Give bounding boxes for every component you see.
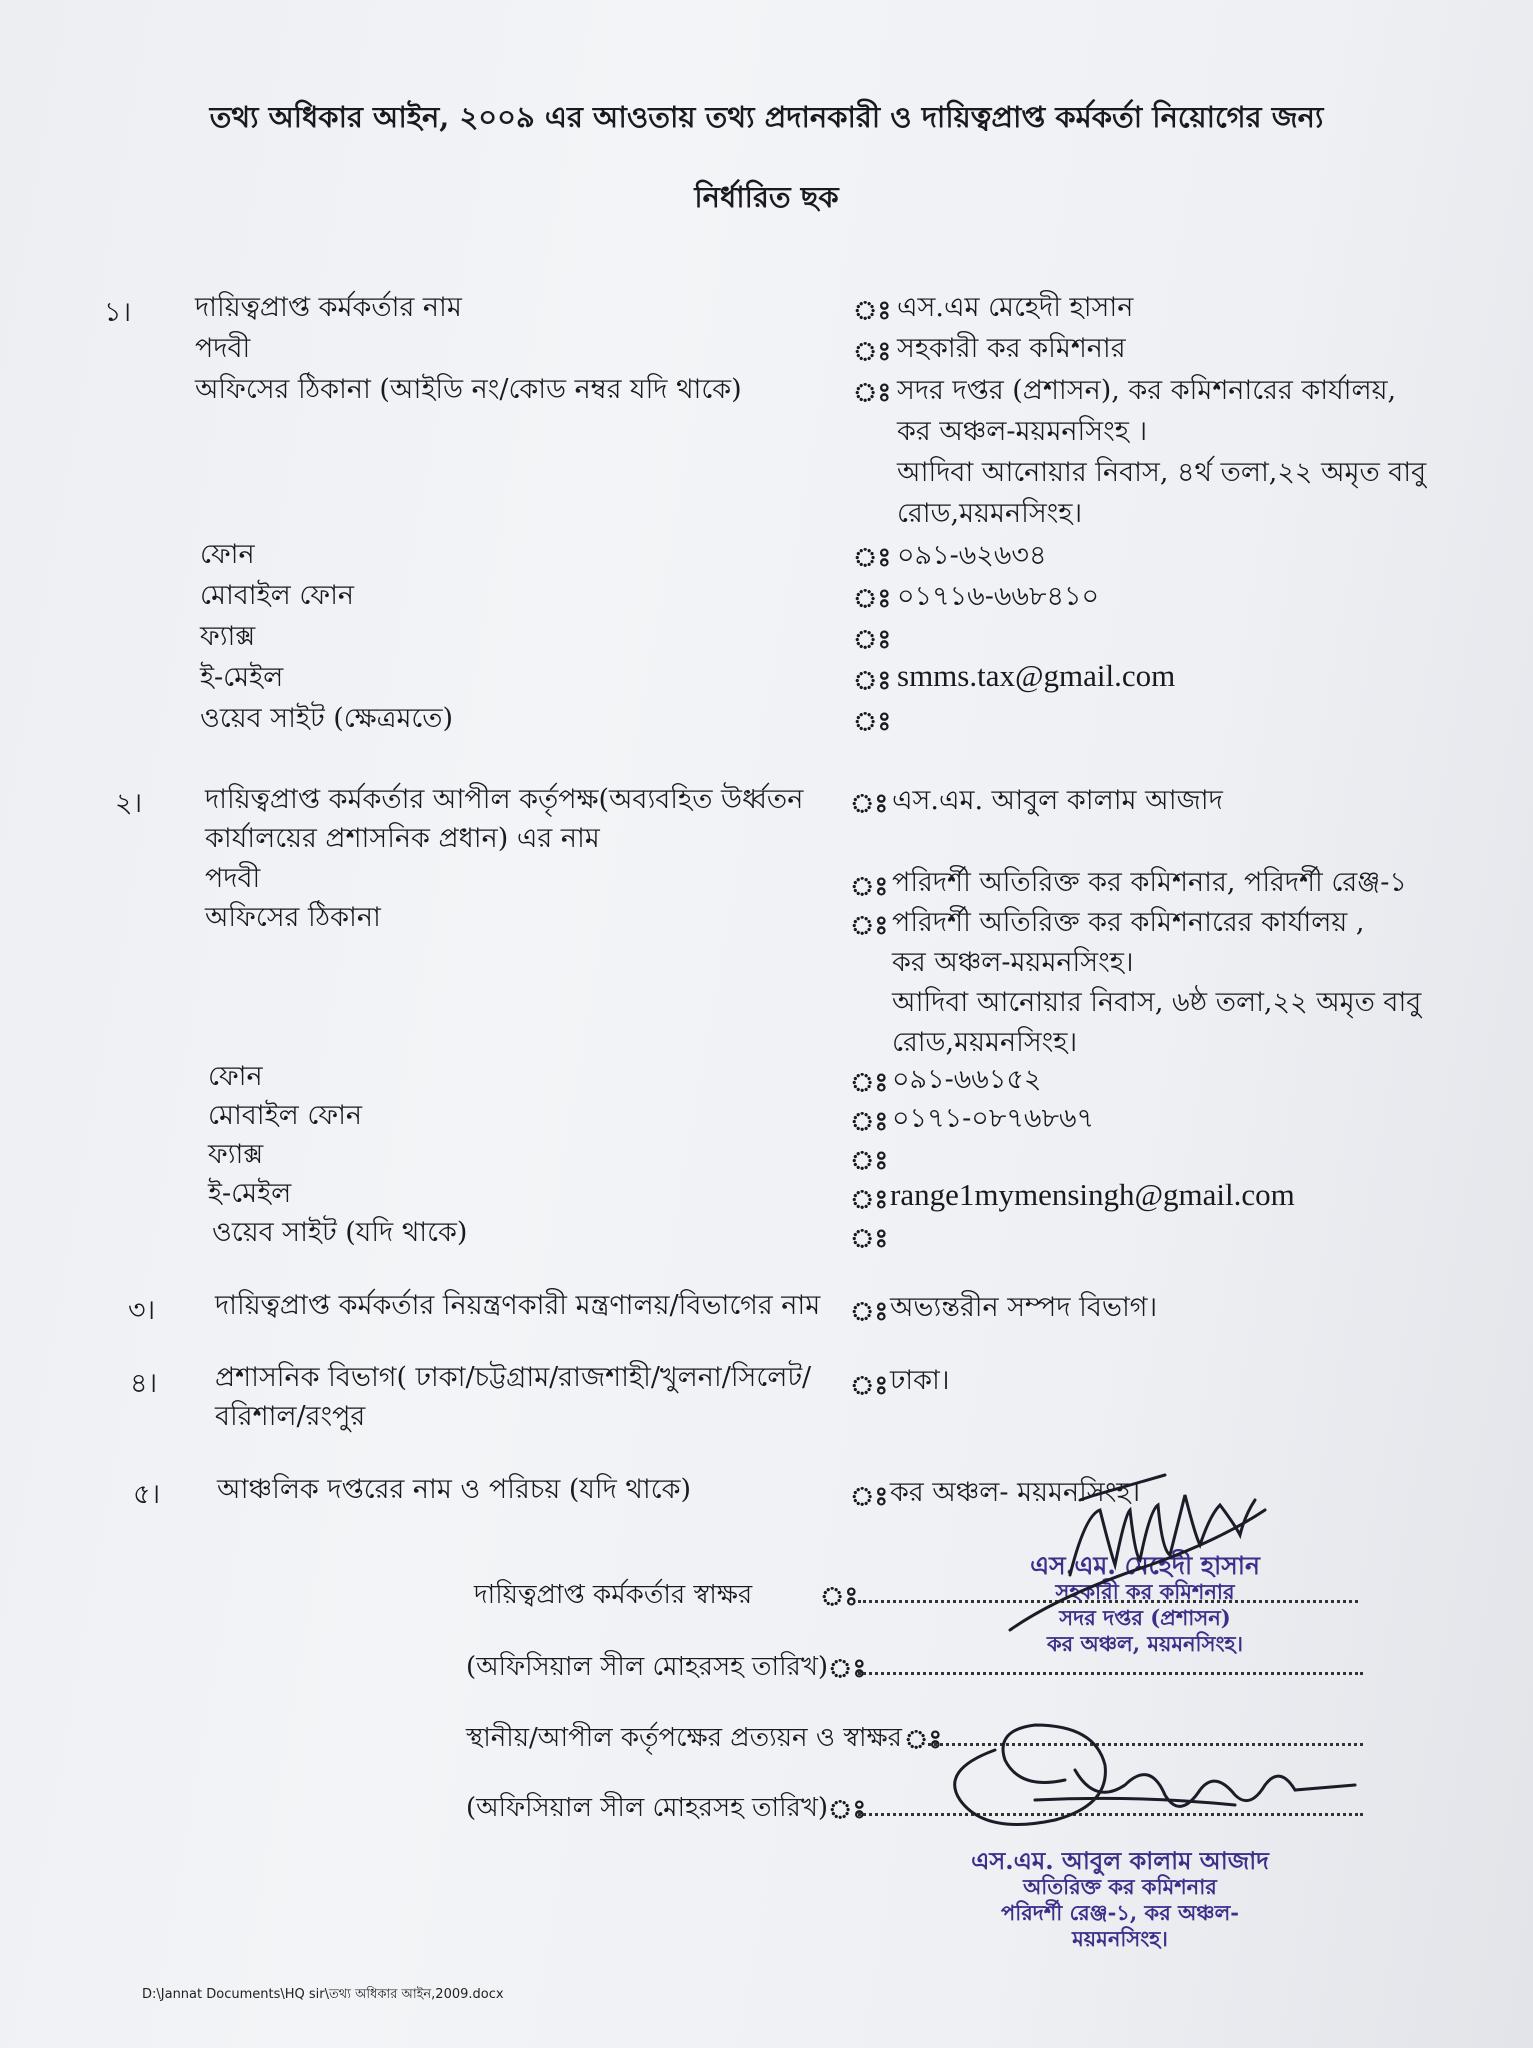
field-label: পদবী: [205, 863, 261, 894]
field-value: ০৯১-৬৬১৫২: [892, 1064, 1042, 1095]
field-value: ০৯১-৬২৬৩৪: [897, 540, 1047, 571]
field-label: ই-মেইল: [208, 1178, 292, 1209]
field-value: সহকারী কর কমিশনার: [897, 333, 1126, 364]
seal-date-label: (অফিসিয়াল সীল মোহরসহ তারিখ): [466, 1652, 829, 1682]
section-number: ৩।: [128, 1295, 156, 1326]
separator: ঃ: [853, 378, 892, 408]
field-value: পরিদর্শী অতিরিক্ত কর কমিশনার, পরিদর্শী রেঞ্জ-১: [892, 867, 1407, 898]
separator: ঃ: [850, 1482, 889, 1512]
field-label: ওয়েব সাইট (ক্ষেত্রমতে): [200, 703, 454, 734]
separator: ঃ: [904, 1725, 943, 1755]
section-number: ২।: [115, 788, 143, 819]
separator: ঃ: [853, 666, 892, 696]
separator: ঃ: [850, 1146, 889, 1176]
address-line: রোড,ময়মনসিংহ।: [892, 1027, 1078, 1058]
field-value: এস.এম. আবুল কালাম আজাদ: [892, 785, 1223, 816]
field-value: ০১৭১৬-৬৬৮৪১০: [897, 581, 1100, 612]
separator: ঃ: [828, 1795, 867, 1825]
email-value: range1mymensingh@gmail.com: [890, 1177, 1295, 1212]
file-path-footer: D:\Jannat Documents\HQ sir\তথ্য অধিকার আইন,2009.docx: [142, 1987, 504, 2002]
document-subtitle: নির্ধারিত ছক: [694, 180, 839, 214]
signature-line: [858, 1670, 1363, 1675]
appeal-signature-label: স্থানীয়/আপীল কর্তৃপক্ষের প্রত্যয়ন ও স্বাক্ষর: [466, 1723, 902, 1753]
separator: ঃ: [853, 584, 892, 614]
field-label: মোবাইল ফোন: [200, 580, 355, 611]
separator: ঃ: [850, 911, 889, 941]
separator: ঃ: [853, 296, 892, 326]
appeal-seal-stamp: [955, 1848, 1285, 1952]
field-label: অফিসের ঠিকানা: [205, 902, 381, 933]
field-label: ফ্যাক্স: [208, 1139, 264, 1170]
field-label: অফিসের ঠিকানা (আইডি নং/কোড নম্বর যদি থাকে): [195, 374, 742, 405]
officer-handwritten-signature: [990, 1455, 1290, 1655]
address-line: আদিবা আনোয়ার নিবাস, ৬ষ্ঠ তলা,২২ অমৃত বাবু: [892, 987, 1422, 1018]
section-number: ৪।: [130, 1368, 158, 1399]
field-label: মোবাইল ফোন: [208, 1100, 363, 1131]
address-line: রোড,ময়মনসিংহ।: [897, 498, 1083, 529]
address-line: আদিবা আনোয়ার নিবাস, ৪র্থ তলা,২২ অমৃত বাবু: [897, 457, 1427, 488]
field-label: ফোন: [200, 539, 255, 570]
stamp-line: অতিরিক্ত কর কমিশনার: [1023, 1874, 1217, 1899]
field-label: কার্যালয়ের প্রশাসনিক প্রধান) এর নাম: [205, 823, 600, 854]
field-label: ই-মেইল: [200, 662, 284, 693]
officer-signature-label: দায়িত্বপ্রাপ্ত কর্মকর্তার স্বাক্ষর: [474, 1580, 753, 1610]
field-label: ফোন: [208, 1061, 263, 1092]
field-value: এস.এম মেহেদী হাসান: [897, 292, 1134, 323]
separator: ঃ: [850, 789, 889, 819]
address-line: সদর দপ্তর (প্রশাসন), কর কমিশনারের কার্যালয়,: [897, 375, 1397, 406]
separator: ঃ: [850, 1068, 889, 1098]
field-label: ওয়েব সাইট (যদি থাকে): [212, 1217, 468, 1248]
separator: ঃ: [853, 543, 892, 573]
stamp-line: পরিদর্শী রেঞ্জ-১, কর অঞ্চল-ময়মনসিংহ।: [1000, 1900, 1240, 1951]
separator: ঃ: [850, 1185, 889, 1215]
field-label: বরিশাল/রংপুর: [215, 1401, 366, 1432]
address-line: কর অঞ্চল-ময়মনসিংহ।: [892, 947, 1134, 978]
address-line: পরিদর্শী অতিরিক্ত কর কমিশনারের কার্যালয় ,: [892, 907, 1365, 938]
field-label: দায়িত্বপ্রাপ্ত কর্মকর্তার নাম: [195, 292, 462, 323]
separator: ঃ: [850, 1224, 889, 1254]
stamp-line: সহকারী কর কমিশনার: [1055, 1579, 1235, 1604]
separator: ঃ: [853, 707, 892, 737]
stamp-line: এস.এম. আবুল কালাম আজাদ: [971, 1846, 1269, 1875]
document-title: তথ্য অধিকার আইন, ২০০৯ এর আওতায় তথ্য প্রদানকারী ও দায়িত্বপ্রাপ্ত কর্মকর্তা নিয়োগের জন্য: [209, 100, 1324, 134]
section-number: ১।: [104, 297, 132, 328]
field-label: পদবী: [195, 333, 251, 364]
separator: ঃ: [828, 1654, 867, 1684]
separator: ঃ: [850, 1371, 889, 1401]
separator: ঃ: [853, 337, 892, 367]
email-value: smms.tax@gmail.com: [897, 658, 1176, 693]
separator: ঃ: [850, 1107, 889, 1137]
field-label: দায়িত্বপ্রাপ্ত কর্মকর্তার আপীল কর্তৃপক্ষ(অব্যবহিত উর্ধ্বতন: [205, 784, 804, 815]
stamp-line: সদর দপ্তর (প্রশাসন): [1059, 1605, 1231, 1630]
field-value: কর অঞ্চল- ময়মনসিংহ।: [890, 1477, 1141, 1508]
field-label: দায়িত্বপ্রাপ্ত কর্মকর্তার নিয়ন্ত্রণকারী মন্ত্রণালয়/বিভাগের নাম: [215, 1290, 821, 1321]
separator: ঃ: [850, 1297, 889, 1327]
appeal-handwritten-signature: [935, 1710, 1375, 1840]
field-value: অভ্যন্তরীন সম্পদ বিভাগ।: [890, 1292, 1158, 1323]
seal-date-label: (অফিসিয়াল সীল মোহরসহ তারিখ): [466, 1793, 829, 1823]
address-line: কর অঞ্চল-ময়মনসিংহ ।: [897, 416, 1148, 447]
stamp-line: এস.এম. মেহেদী হাসান: [1030, 1551, 1260, 1580]
separator: ঃ: [853, 625, 892, 655]
field-label: আঞ্চলিক দপ্তরের নাম ও পরিচয় (যদি থাকে): [217, 1474, 692, 1505]
section-number: ৫।: [133, 1479, 161, 1510]
field-label: প্রশাসনিক বিভাগ( ঢাকা/চট্টগ্রাম/রাজশাহী/খুলনা/সিলেট/: [215, 1362, 812, 1393]
separator: ঃ: [850, 872, 889, 902]
field-label: ফ্যাক্স: [200, 621, 256, 652]
field-value: ০১৭১-০৮৭৬৮৬৭: [892, 1103, 1095, 1134]
separator: ঃ: [820, 1582, 859, 1612]
stamp-line: কর অঞ্চল, ময়মনসিংহ।: [1046, 1631, 1244, 1656]
field-value: ঢাকা।: [890, 1365, 950, 1396]
